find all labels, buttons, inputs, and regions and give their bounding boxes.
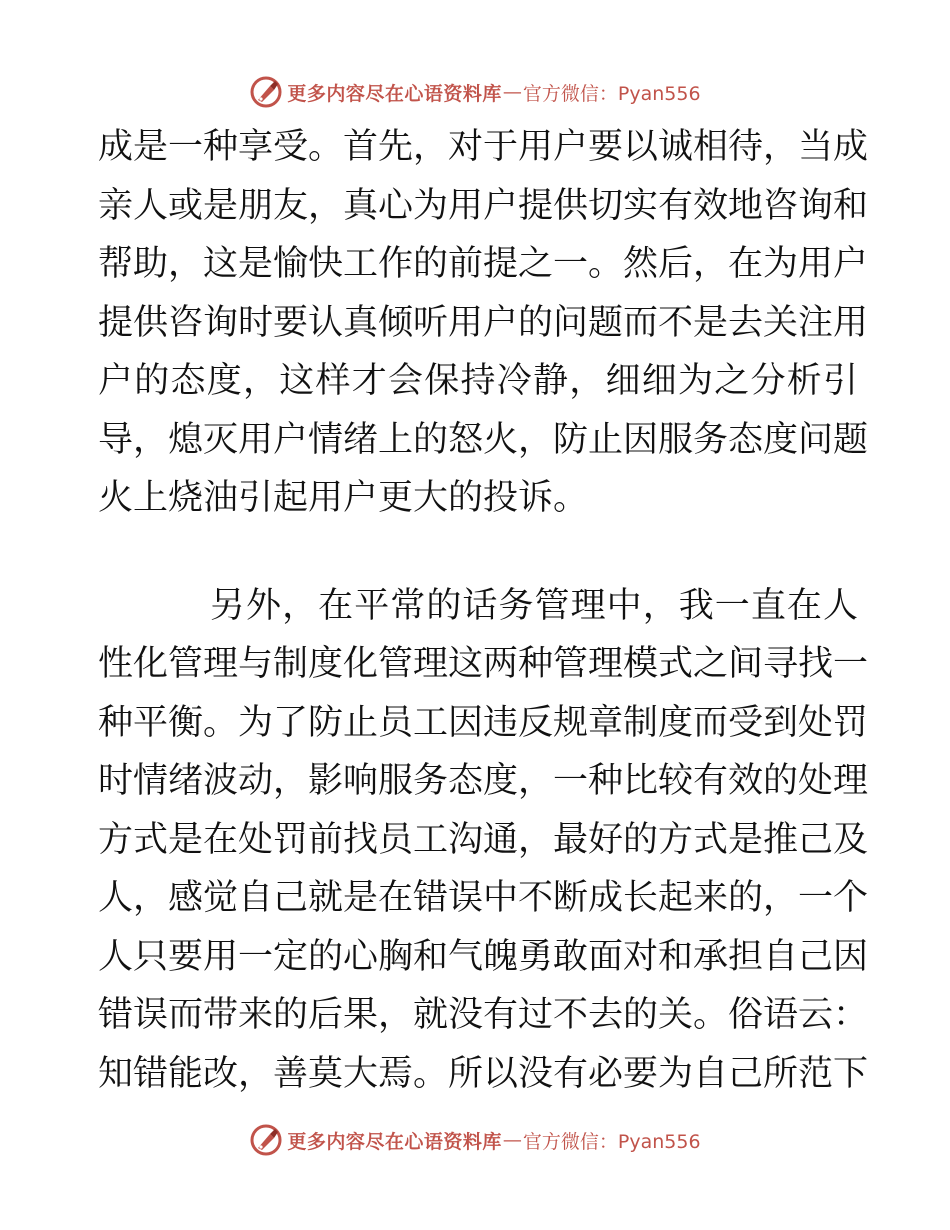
text-line: 帮助，这是愉快工作的前提之一。然后，在为用户 [98, 244, 869, 284]
text-line: 性化管理与制度化管理这两种管理模式之间寻找一 [98, 644, 869, 684]
text-line: 人，感觉自己就是在错误中不断成长起来的，一个 [98, 878, 869, 918]
text-line: 户的态度，这样才会保持冷静，细细为之分析引 [98, 361, 858, 401]
text-line: 提供咨询时要认真倾听用户的问题而不是去关注用 [98, 302, 869, 343]
footer-wechat-text: 官方微信：Pyan556 [522, 1130, 701, 1153]
text-line: 成是一种享受。首先，对于用户要以诚相待，当成 [98, 127, 869, 167]
page-header-banner [0, 70, 950, 114]
text-line: 另外，在平常的话务管理中，我一直在人 [210, 585, 858, 626]
text-line: 种平衡。为了防止员工因违反规章制度而受到处罚 [98, 702, 869, 743]
text-line: 火上烧油引起用户更大的投诉。 [98, 478, 589, 518]
footer-dash: — [502, 1129, 522, 1151]
paragraph-2 [98, 577, 869, 1104]
document-body [98, 118, 869, 1103]
page-footer-banner [0, 1118, 950, 1162]
paragraph-1 [98, 118, 869, 528]
text-line: 导，熄灭用户情绪上的怒火，防止因服务态度问题 [98, 419, 869, 460]
footer-brand-text: 更多内容尽在心语资料库 [287, 1130, 502, 1153]
text-line: 人只要用一定的心胸和气魄勇敢面对和承担自己因 [98, 936, 869, 977]
text-line: 时情绪波动，影响服务态度，一种比较有效的处理 [98, 761, 869, 801]
text-line: 亲人或是朋友，真心为用户提供切实有效地咨询和 [98, 185, 869, 226]
text-line: 知错能改，善莫大焉。所以没有必要为自己所范下 [98, 1053, 869, 1094]
header-dash: — [502, 81, 522, 103]
pen-nib-logo-icon [249, 75, 283, 109]
pen-nib-logo-icon [249, 1123, 283, 1157]
text-line: 方式是在处罚前找员工沟通，最好的方式是推己及 [98, 819, 869, 860]
header-wechat-text: 官方微信：Pyan556 [522, 82, 701, 105]
header-brand-text: 更多内容尽在心语资料库 [287, 82, 502, 105]
text-line: 错误而带来的后果，就没有过不去的关。俗语云： [98, 995, 869, 1035]
